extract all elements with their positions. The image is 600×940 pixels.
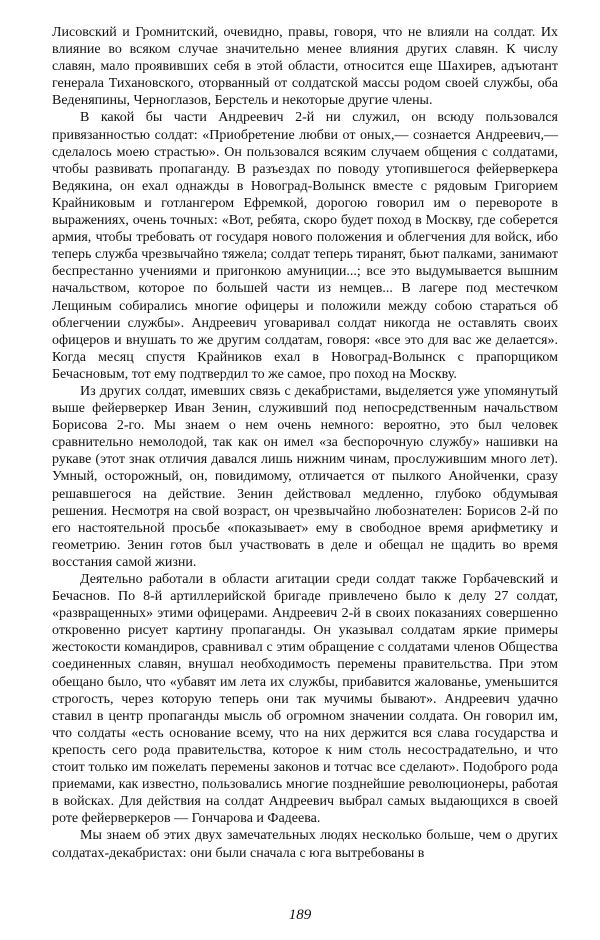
paragraph-3: Из других солдат, имевших связь с декабристами, выделяется уже упомянутый выше фейерверкер Иван Зенин, служивший под непосредственным начальством Борисова 2-го. Мы знаем о нем очень немного: вероятно, это был человек сравнительно немолодой, так как он имел «за беспорочную службу» нашивки на рукаве (этот знак отличия давался лишь нижним чинам, прослужившим много лет). Умный, осторожный, он, повидимому, отличается от пылкого Анойченки, сразу решавшегося на действие. Зенин действовал медленно, глубоко обдумывая решения. Несмотря на свой возраст, он чрезвычайно любознателен: Борисов 2-й по его настоятельной просьбе «показывает» ему в свободное время арифметику и геометрию. Зенин готов был участвовать в деле и обещал не щадить во время восстания самой жизни. [52, 383, 558, 570]
paragraph-4: Деятельно работали в области агитации среди солдат также Горбачевский и Бечаснов. По 8-й артиллерийской бригаде привлечено было к делу 27 солдат, «развращенных» этими офицерами. Андреевич 2-й в своих показаниях совершенно откровенно рисует картину пропаганды. Он указывал солдатам яркие примеры жестокости командиров, сравнивал с этим обращение с солдатами членов Общества соединенных славян, внушал необходимость перемены правительства. При этом обещано было, что «убавят им лета их службы, прибавится жалованье, уменьшится строгость, через которую теперь они так мучимы бывают». Андреевич удачно ставил в центр пропаганды мысль об огромном значении солдата. Он говорил им, что солдаты «есть основание всему, что на них держится вся слава государства и крепость сего рода правительства, которое к ним столь несострадательно, и что стоит только им пожелать перемены законов и тотчас все сделают». Подоброго рода приемами, как известно, пользовались многие позднейшие революционеры, работая в войсках. Для действия на солдат Андреевич выбрал самых выдающихся в своей роте фейерверкеров — Гончарова и Фадеева. [52, 572, 558, 827]
page-number: 189 [288, 907, 312, 923]
paragraph-1: Лисовский и Громнитский, очевидно, правы, говоря, что не влияли на солдат. Их влияние во всяком случае значительно менее влияния других славян. К числу славян, мало проявивших себя в этой области, относится еще Шахирев, адъютант генерала Тихановского, оторванный от солдатской массы родом своей службы, оба Веденяпины, Черноглазов, Берстель и некоторые другие члены. [52, 25, 558, 109]
body-text [52, 24, 558, 862]
paragraph-2: В какой бы части Андреевич 2-й ни служил, он всюду пользовался привязанностью солдат: «Приобретение любви от оных,— сознается Андреевич,— сделалось моею страстью». Он пользовался всяким случаем общения с солдатами, чтобы развивать пропаганду. В разъездах по поводу утопившегося фейерверкера Ведякина, он ехал однажды в Новоград-Волынск вместе с рядовым Григорием Крайниковым и готлангером Ефремкой, дорогою говорил им о перевороте в выражениях, очень точных: «Вот, ребята, скоро будет поход в Москву, где соберется армия, чтобы требовать от государя нового положения и облегчения для войск, ибо теперь служба чрезвычайно тяжела; солдат теперь тиранят, бьют палками, занимают беспрестанно учениями и пригонкою амуниции...; все это выдумывается вышним начальством, которое по большей части из немцев... В лагере под местечком Лещиным собирались многие офицеры и положили между собою стараться об облегчении службы». Андреевич уговаривал солдат никогда не оставлять своих офицеров и внушать то же другим солдатам, говоря: «все это для вас же делается». Когда месяц спустя Крайников ехал в Новоград-Волынск с прапорщиком Бечасновым, тот ему подтвердил то же самое, про поход на Москву. [52, 110, 558, 382]
paragraph-5: Мы знаем об этих двух замечательных людях несколько больше, чем о других солдатах-декабристах: они были сначала с юга вытребованы в [52, 828, 558, 861]
